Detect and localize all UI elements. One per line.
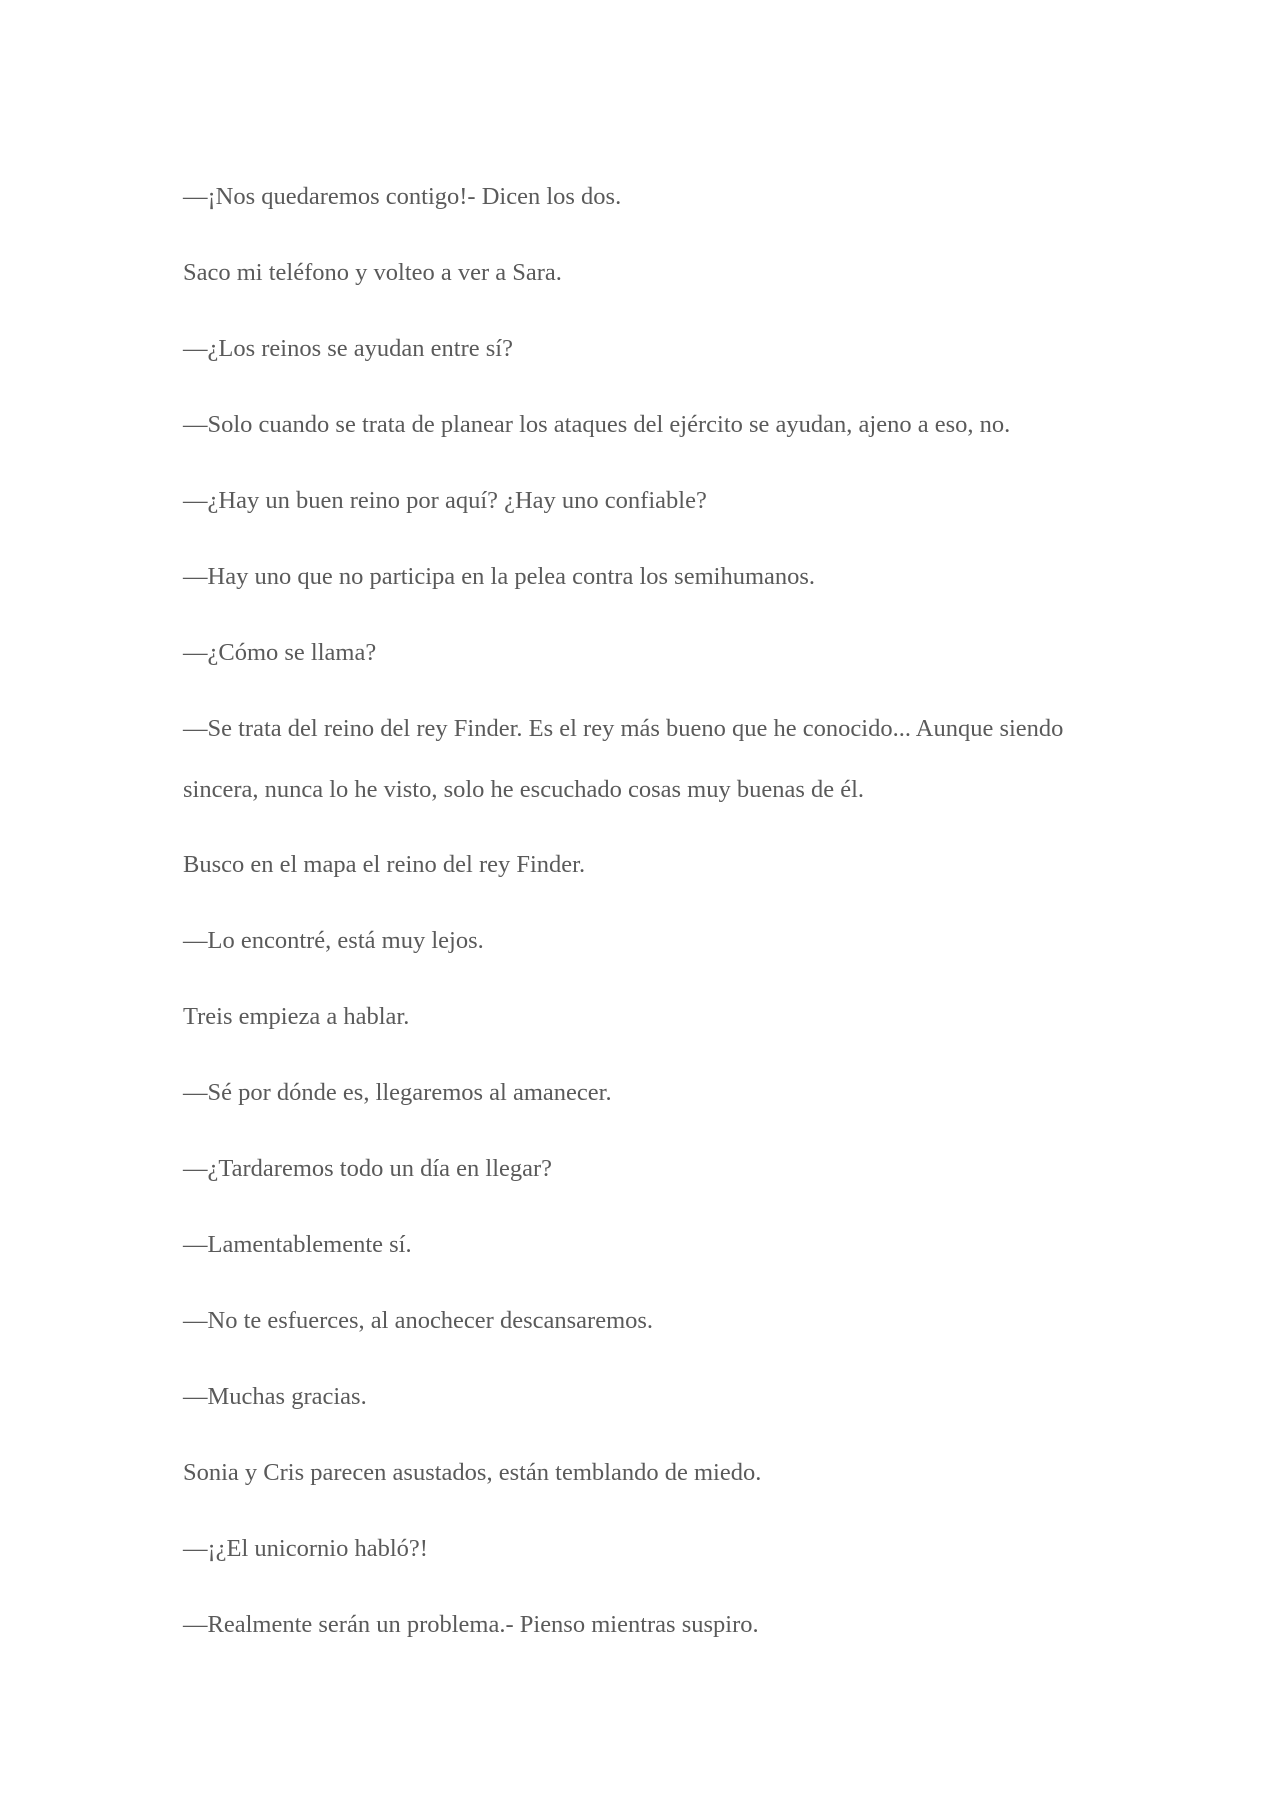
paragraph: Saco mi teléfono y volteo a ver a Sara. xyxy=(183,259,562,286)
paragraph: —¿Cómo se llama? xyxy=(183,639,377,666)
paragraph: —Realmente serán un problema.- Pienso mientras suspiro. xyxy=(183,1611,759,1638)
paragraph: —¿Tardaremos todo un día en llegar? xyxy=(183,1155,553,1182)
paragraph: —Lo encontré, está muy lejos. xyxy=(183,927,484,954)
paragraph: —¡Nos quedaremos contigo!- Dicen los dos. xyxy=(183,183,622,210)
paragraph: —¿Los reinos se ayudan entre sí? xyxy=(183,335,513,362)
paragraph: —Lamentablemente sí. xyxy=(183,1231,412,1258)
paragraph: —Solo cuando se trata de planear los ataques del ejército se ayudan, ajeno a eso, no. xyxy=(183,411,1011,438)
paragraph: —No te esfuerces, al anochecer descansaremos. xyxy=(183,1307,654,1334)
document-body xyxy=(183,178,1103,1682)
paragraph: —Hay uno que no participa en la pelea contra los semihumanos. xyxy=(183,563,816,590)
paragraph: —¿Hay un buen reino por aquí? ¿Hay uno confiable? xyxy=(183,487,707,514)
paragraph: —Sé por dónde es, llegaremos al amanecer. xyxy=(183,1079,612,1106)
paragraph: Busco en el mapa el reino del rey Finder. xyxy=(183,851,586,878)
paragraph: Treis empieza a hablar. xyxy=(183,1003,410,1030)
paragraph: Sonia y Cris parecen asustados, están temblando de miedo. xyxy=(183,1459,762,1486)
paragraph: —Muchas gracias. xyxy=(183,1383,367,1410)
paragraph: —Se trata del reino del rey Finder. Es el rey más bueno que he conocido... Aunque siendo sincera, nunca lo he visto, solo he escuchado cosas muy buenas de él. xyxy=(183,715,1064,803)
paragraph: —¡¿El unicornio habló?! xyxy=(183,1535,428,1562)
